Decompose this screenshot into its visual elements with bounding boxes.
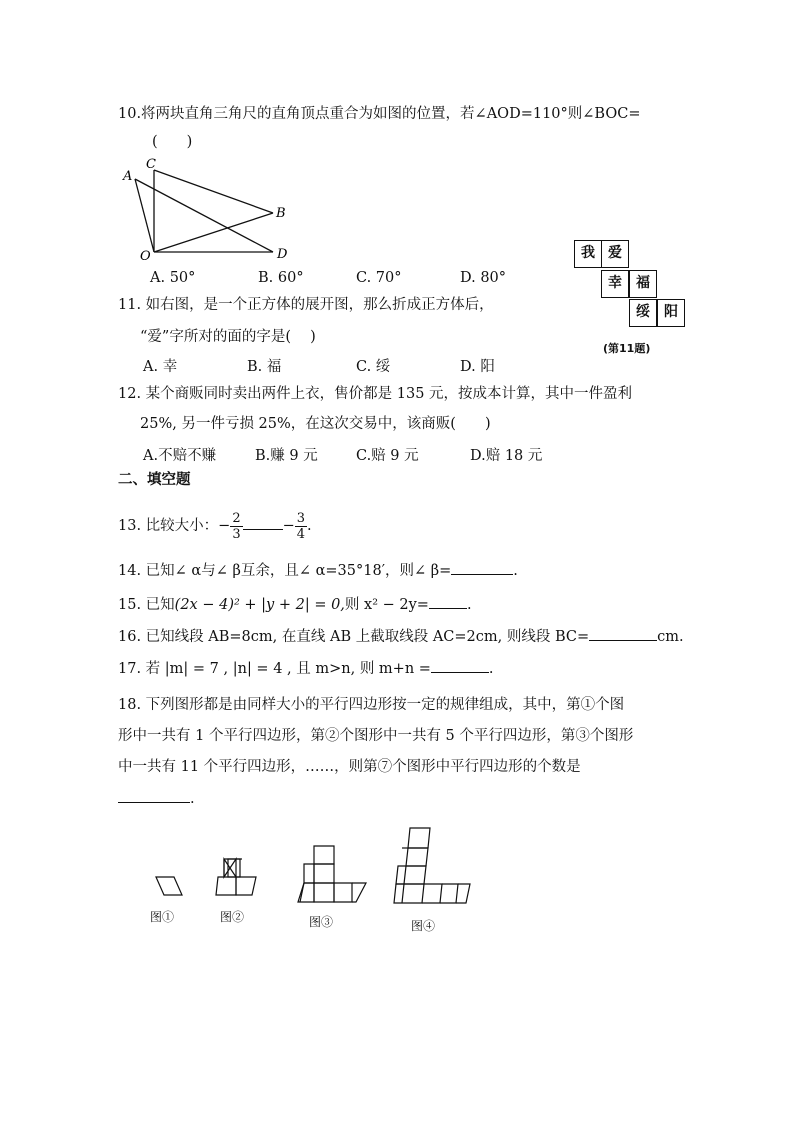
q10-option-c: C. 70° xyxy=(356,270,402,286)
q17-text: 17. 若 |m| = 7 , |n| = 4 , 且 m>n, 则 m+n = xyxy=(118,661,431,677)
q17-answer-blank[interactable] xyxy=(431,658,489,673)
q13 xyxy=(118,506,312,546)
q10-triangle-figure xyxy=(118,152,298,267)
q17-end: . xyxy=(488,661,494,677)
q16-end: cm. xyxy=(657,629,684,645)
label-a: A xyxy=(123,169,133,184)
q12-line1: 12. 某个商贩同时卖出两件上衣，售价都是 135 元，按成本计算，其中一件盈利 xyxy=(118,386,633,402)
q12-option-d: D.赔 18 元 xyxy=(470,448,543,464)
q15-prefix: 15. 已知 xyxy=(118,597,175,613)
figure-2 xyxy=(216,859,256,895)
q11-line2: “爱”字所对的面的字是( ) xyxy=(140,329,316,345)
q11-option-b: B. 福 xyxy=(247,359,282,375)
q15 xyxy=(118,594,472,615)
label-d: D xyxy=(277,247,288,262)
q13-fraction-2 xyxy=(295,511,307,542)
q17 xyxy=(118,658,494,679)
net-cell-3: 幸 xyxy=(601,270,629,298)
net-cell-5: 绥 xyxy=(629,299,657,327)
q18-answer xyxy=(118,788,195,809)
q10-option-a: A. 50° xyxy=(150,270,196,286)
label-b: B xyxy=(276,206,286,221)
net-cell-6: 阳 xyxy=(657,299,685,327)
q12-option-b: B.赚 9 元 xyxy=(255,448,318,464)
net-cell-2: 爱 xyxy=(601,240,629,268)
q10-text: 10.将两块直角三角尺的直角顶点重合为如图的位置，若∠AOD=110°则∠BOC= xyxy=(118,106,641,122)
q13-minus-1: − xyxy=(218,518,231,534)
q16-answer-blank[interactable] xyxy=(589,626,657,641)
parallelogram-figures xyxy=(140,820,480,920)
q15-answer-blank[interactable] xyxy=(429,594,467,609)
q11-option-d: D. 阳 xyxy=(460,359,495,375)
q14-end: . xyxy=(513,563,518,579)
q13-num-1: 2 xyxy=(232,510,241,526)
q18-line2: 形中一共有 1 个平行四边形，第②个图形中一共有 5 个平行四边形，第③个图形 xyxy=(118,728,634,744)
net-cell-1: 我 xyxy=(574,240,602,268)
q15-mid: 则 x² − 2y= xyxy=(344,597,429,613)
q11-line1: 11. 如右图，是一个正方体的展开图，那么折成正方体后， xyxy=(118,297,494,313)
q13-fraction-1 xyxy=(230,511,242,542)
q13-answer-blank[interactable] xyxy=(243,515,283,530)
q11-option-a: A. 幸 xyxy=(143,359,178,375)
figure-2-caption: 图② xyxy=(220,910,245,924)
q13-den-1: 3 xyxy=(232,526,241,542)
q12-option-a: A.不赔不赚 xyxy=(143,448,217,464)
q13-den-2: 4 xyxy=(296,526,306,542)
q14 xyxy=(118,560,518,581)
q18-line3: 中一共有 11 个平行四边形，……，则第⑦个图形中平行四边形的个数是 xyxy=(118,759,581,775)
q18-end: . xyxy=(190,791,195,807)
q16 xyxy=(118,626,684,647)
q15-end: . xyxy=(466,597,472,613)
figure-3-caption: 图③ xyxy=(309,915,334,929)
q10-option-b: B. 60° xyxy=(258,270,304,286)
net-cell-4: 福 xyxy=(629,270,657,298)
figure-4-caption: 图④ xyxy=(411,919,436,933)
q13-minus-2: − xyxy=(282,518,295,534)
q10-option-d: D. 80° xyxy=(460,270,507,286)
q11-option-c: C. 绥 xyxy=(356,359,391,375)
q12-line2: 25%, 另一件亏损 25%，在这次交易中，该商贩( ) xyxy=(140,416,491,432)
q14-answer-blank[interactable] xyxy=(451,560,513,575)
figure-4 xyxy=(394,828,470,903)
q10-answer-paren: ( ) xyxy=(152,134,193,150)
label-o: O xyxy=(140,249,151,264)
q16-text: 16. 已知线段 AB=8cm, 在直线 AB 上截取线段 AC=2cm, 则线段 BC= xyxy=(118,629,590,645)
q18-line1: 18. 下列图形都是由同样大小的平行四边形按一定的规律组成，其中，第①个图 xyxy=(118,697,625,713)
net-caption: (第11题) xyxy=(603,342,651,355)
figure-3 xyxy=(298,846,366,902)
q13-end: . xyxy=(307,518,312,534)
label-c: C xyxy=(146,157,156,172)
q14-text: 14. 已知∠ α与∠ β互余，且∠ α=35°18′，则∠ β= xyxy=(118,563,452,579)
q13-prefix: 13. 比较大小： xyxy=(118,518,219,534)
q12-option-c: C.赔 9 元 xyxy=(356,448,419,464)
q18-answer-blank[interactable] xyxy=(118,788,190,803)
q15-expression: (2x − 4)² + |y + 2| = 0, xyxy=(174,597,345,613)
figure-1 xyxy=(156,877,182,895)
figure-1-caption: 图① xyxy=(150,910,175,924)
section-heading-fill-blank: 二、填空题 xyxy=(118,472,191,488)
q13-num-2: 3 xyxy=(296,510,306,526)
